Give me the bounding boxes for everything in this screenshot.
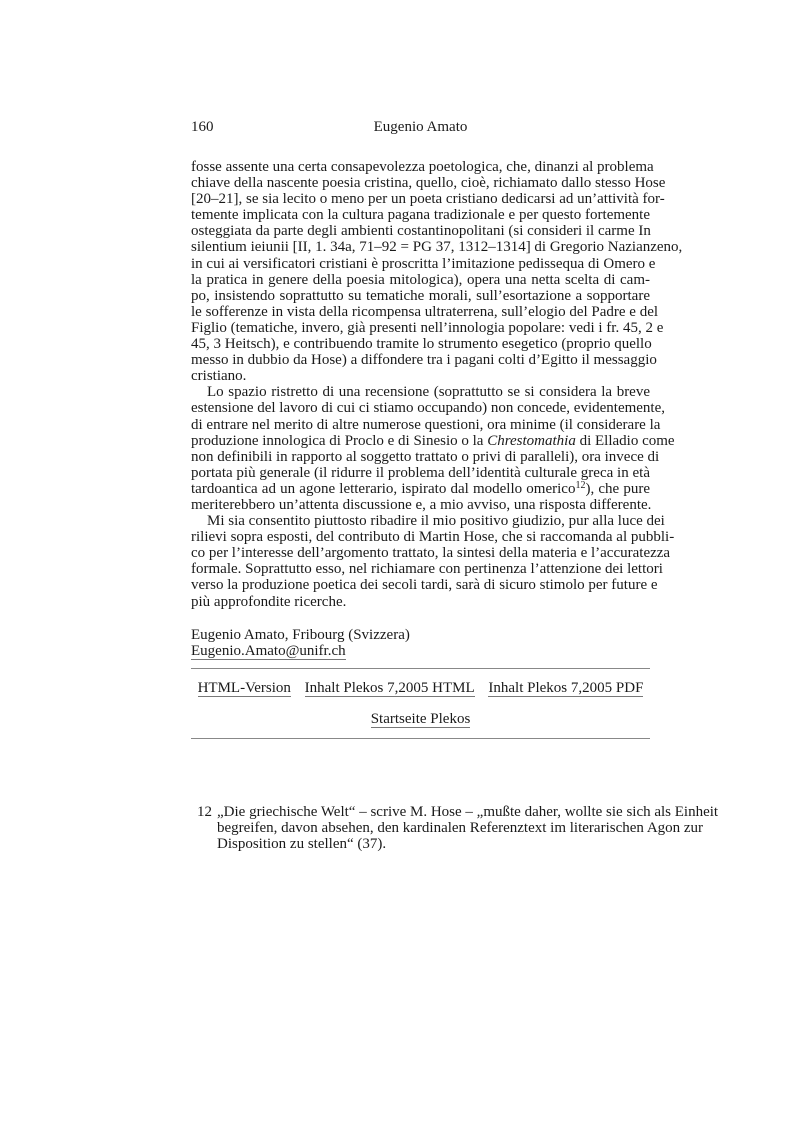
text-line — [191, 481, 650, 497]
text-line: [20–21], se sia lecito o meno per un poeta cristiano dedicarsi ad un’attività for- — [191, 191, 665, 208]
text-line: le sofferenze in vista della ricompensa ultraterrena, sull’elogio del Padre e del — [191, 303, 659, 320]
body-text — [191, 159, 683, 610]
text-line: osteggiata da parte degli ambienti costantinopolitani (si consideri il carme In — [191, 223, 651, 240]
text-line: la pratica in genere della poesia mitologica), opera una netta scelta di cam- — [191, 271, 650, 288]
footnote-ref: 12 — [575, 479, 586, 491]
text-line: Mi sia consentito piuttosto ribadire il mio positivo giudizio, pur alla luce dei — [207, 513, 665, 530]
text-line: silentium ieiunii [II, 1. 34a, 71–92 = PG 37, 1312–1314] di Gregorio Nazianzeno, — [191, 239, 683, 256]
text-line: po, insistendo soprattutto su tematiche morali, sull’esortazione a sopportare — [191, 287, 650, 304]
contents-pdf-link[interactable]: Inhalt Plekos 7,2005 PDF — [488, 680, 644, 696]
text-line: non definibili in rapporto al soggetto trattato o privi di paralleli), ora invece di — [191, 448, 660, 465]
text-line: più approfondite ricerche. — [191, 593, 347, 610]
paragraph — [191, 384, 675, 513]
text-line: portata più generale (il ridurre il problema dell’identità culturale greca in età — [191, 464, 650, 481]
text-line: in cui ai versificatori cristiani è proscritta l’imitazione pedissequa di Omero e — [191, 255, 656, 272]
text-line: begreifen, davon absehen, den kardinalen Referenztext im literarischen Agon zur — [217, 820, 704, 837]
divider — [191, 738, 650, 739]
paragraph — [191, 513, 675, 610]
contents-html-link[interactable]: Inhalt Plekos 7,2005 HTML — [304, 680, 475, 696]
footnote-number: 12 — [197, 804, 212, 820]
italic-title: Chrestomathia — [487, 432, 576, 449]
text-line: „Die griechische Welt“ – scrive M. Hose – „mußte daher, wollte sie sich als Einheit — [217, 804, 719, 820]
text-line: meriterebbero un’attenta discussione e, a mio avviso, una risposta differente. — [191, 496, 652, 513]
divider — [191, 668, 650, 669]
text-line: cristiano. — [191, 368, 247, 385]
text-line: formale. Soprattutto esso, nel richiamare con pertinenza l’attenzione dei lettori — [191, 561, 663, 578]
text-line: fosse assente una certa consapevolezza poetologica, che, dinanzi al problema — [191, 159, 654, 175]
text-line: verso la produzione poetica dei secoli tardi, sarà di sicuro stimolo per future e — [191, 577, 658, 594]
html-version-link[interactable]: HTML-Version — [197, 680, 291, 696]
text-line: messo in dubbio da Hose) a diffondere tra i pagani colti d’Egitto il messaggio — [191, 352, 657, 369]
signature-name: Eugenio Amato, Fribourg (Svizzera) — [191, 627, 410, 643]
page-number: 160 — [191, 119, 214, 135]
text-line — [191, 432, 675, 449]
text-line: chiave della nascente poesia cristina, quello, cioè, richiamato dallo stesso Hose — [191, 175, 666, 192]
home-nav — [191, 711, 650, 728]
text-span: di Elladio come — [575, 432, 675, 449]
text-span: tardoantica ad un agone letterario, ispirato dal modello omerico — [191, 480, 576, 497]
text-line: rilievi sopra esposti, del contributo di Martin Hose, che si raccomanda al pubbli- — [191, 529, 675, 546]
paragraph — [191, 159, 683, 385]
text-span: produzione innologica di Proclo e di Sinesio o la — [191, 432, 488, 449]
text-line: estensione del lavoro di cui ci stiamo occupando) non concede, evidentemente, — [191, 400, 666, 417]
email-link[interactable]: Eugenio.Amato@unifr.ch — [191, 643, 346, 660]
text-line: co per l’interesse dell’argomento trattato, la sintesi della materia e l’accuratezza — [191, 545, 671, 562]
page-header — [191, 119, 650, 137]
signature — [191, 627, 650, 659]
text-line: di entrare nel merito di altre numerose questioni, ora minime (il considerare la — [191, 416, 661, 433]
home-link[interactable]: Startseite Plekos — [370, 711, 471, 727]
text-line: temente implicata con la cultura pagana tradizionale e per questo fortemente — [191, 207, 650, 224]
text-line: Lo spazio ristretto di una recensione (soprattutto se si considera la breve — [207, 384, 650, 401]
text-line: 45, 3 Heitsch), e contribuendo tramite lo strumento esegetico (proprio quello — [191, 336, 652, 353]
running-head: Eugenio Amato — [373, 119, 468, 135]
text-span: ), che pure — [585, 480, 651, 497]
text-line: Disposition zu stellen“ (37). — [217, 836, 387, 853]
nav-links — [191, 680, 650, 697]
text-line: Figlio (tematiche, invero, già presenti nell’innologia popolare: vedi i fr. 45, 2 e — [191, 319, 664, 336]
